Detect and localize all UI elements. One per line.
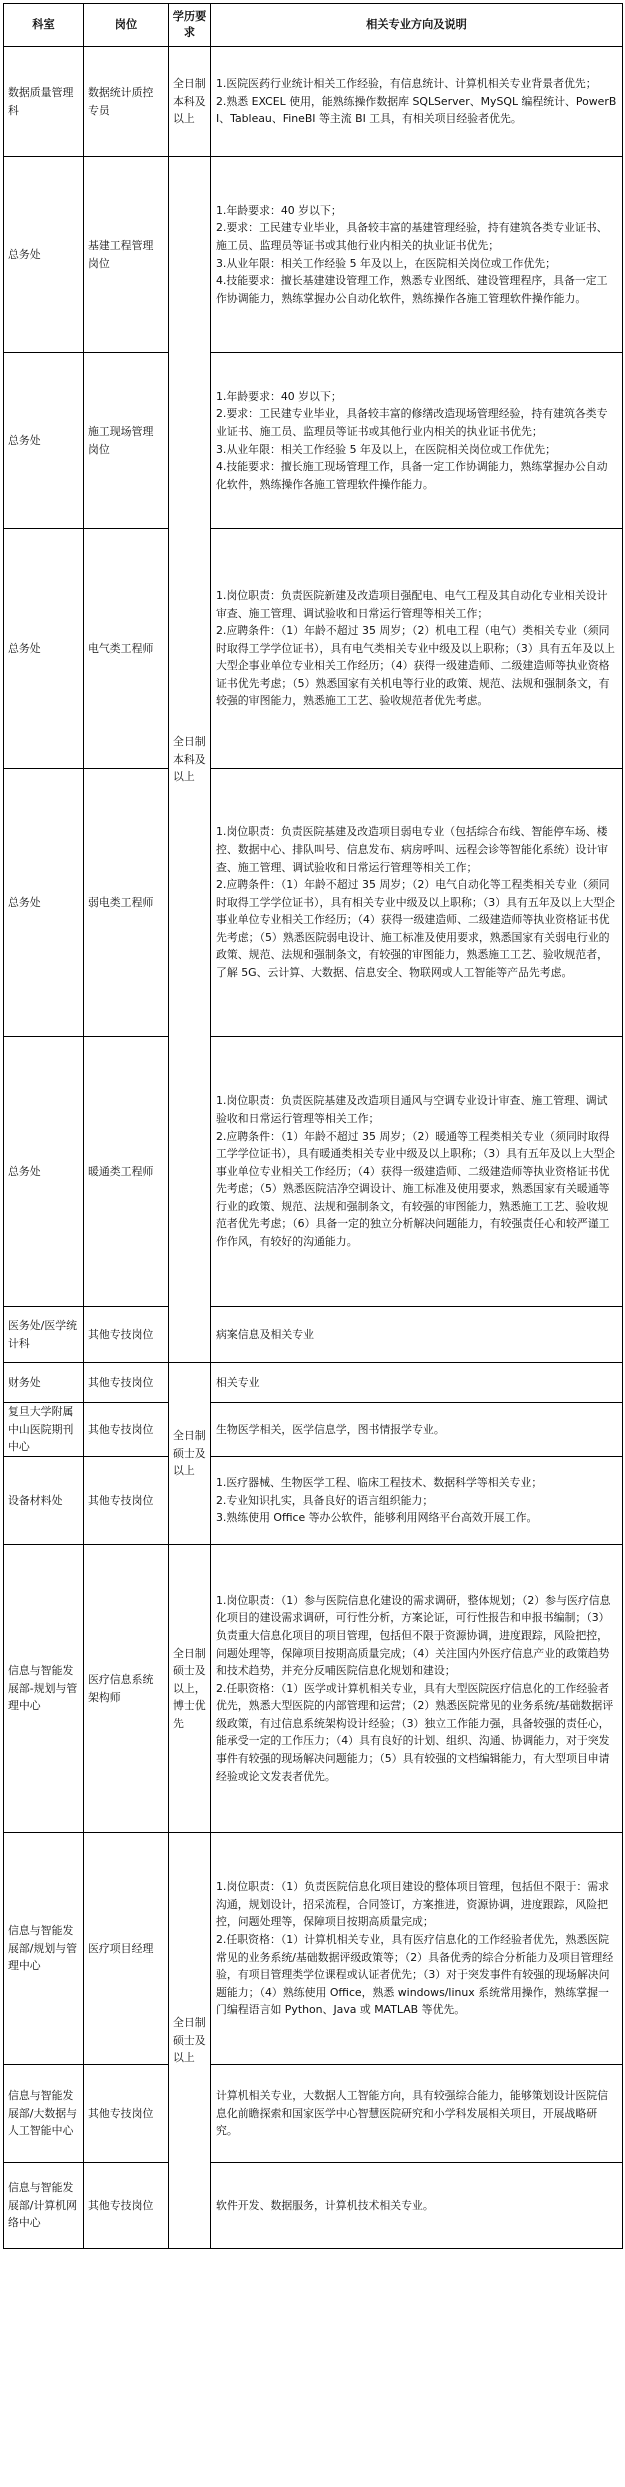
table-header-row [4,4,623,47]
edu-cell: 全日制本科及以上 [169,157,211,1363]
desc-cell [211,2163,623,2249]
desc-line: 1.年龄要求：40 岁以下； [216,203,342,217]
desc-line: 1.医疗器械、生物医学工程、临床工程技术、数据科学等相关专业； [216,1476,543,1490]
post-cell: 弱电类工程师 [84,769,169,1037]
desc-line: 1.岗位职责：负责医院基建及改造项目通风与空调专业设计审查、施工管理、调试验收和日常运行管理等相关工作； [216,1094,608,1125]
post-cell: 其他专技岗位 [84,2163,169,2249]
desc-line: 4.技能要求：擅长基建建设管理工作，熟悉专业图纸、建设管理程序，具备一定工作协调能力，熟练掌握办公自动化软件，熟练操作各施工管理软件操作能力。 [216,274,608,305]
table-row [4,47,623,157]
dept-cell: 总务处 [4,157,84,353]
table-row [4,1403,623,1457]
table-row [4,353,623,529]
desc-line: 计算机相关专业，大数据人工智能方向，具有较强综合能力，能够策划设计医院信息化前瞻探索和国家医学中心智慧医院研究和小学科发展相关项目，开展战略研究。 [216,2089,609,2138]
post-cell: 其他专技岗位 [84,1307,169,1363]
recruitment-table [3,3,623,2249]
desc-line: 2.应聘条件：（1）年龄不超过 35 周岁；（2）机电工程（电气）类相关专业（须同时取得工学学位证书），具有电气类相关专业中级及以上职称；（3）具有五年及以上大型企事业单位专业相关工作经历；（4）获得一级建造师、二级建造师等执业资格证书优先考虑；（5）熟悉国家有关机电等行业的政策、规范、法规和强制条文，有较强的审图能力，熟悉施工工艺、验收规范者优先考虑。 [216,624,615,708]
desc-cell [211,1545,623,1833]
table-row [4,1037,623,1307]
desc-line: 1.年龄要求：40 岁以下； [216,389,342,403]
desc-line: 2.专业知识扎实，具备良好的语言组织能力； [216,1493,434,1507]
edu-cell: 全日制硕士及以上，博士优先 [169,1545,211,1833]
table-row [4,2065,623,2163]
desc-line: 3.从业年限：相关工作经验 5 年及以上，在医院相关岗位或工作优先； [216,256,557,270]
table-row [4,1545,623,1833]
desc-line: 3.熟练使用 Office 等办公软件，能够利用网络平台高效开展工作。 [216,1511,538,1525]
desc-line: 1.岗位职责：负责医院新建及改造项目强配电、电气工程及其自动化专业相关设计审查、施工管理、调试验收和日常运行管理等相关工作； [216,588,608,620]
header-desc: 相关专业方向及说明 [211,4,623,47]
desc-line: 2.应聘条件：（1）年龄不超过 35 周岁；（2）电气自动化等工程类相关专业（须同时取得工学学位证书），具有相关专业中级及以上职称；（3）具有五年及以上大型企事业单位专业相关工作经历；（4）获得一级建造师、二级建造师等执业资格证书优先考虑；（5）熟悉医院弱电设计、施工标准及使用要求，熟悉国家有关弱电行业的政策、规范、法规和强制条文，有较强的审图能力，熟悉施工工艺、验收规范者，了解 5G、云计算、大数据、信息安全、物联网或人工智能等产品先考虑。 [216,878,615,980]
desc-line: 2.任职资格：（1）医学或计算机相关专业，具有大型医院医疗信息化的工作经验者优先，熟悉大型医院的内部管理和运营；（2）熟悉医院常见的业务系统/基础数据评级政策，有过信息系统架构设计经验；（3）独立工作能力强，具备较强的责任心，能承受一定的工作压力；（4）具有良好的计划、组织、沟通、协调能力，对于突发事件有较强的现场解决问题能力；（5）具有较强的文档编辑能力，有大型项目申请经验或论文发表者优先。 [216,1681,614,1783]
dept-cell: 信息与智能发展部/计算机网络中心 [4,2163,84,2249]
dept-cell: 数据质量管理科 [4,47,84,157]
desc-cell [211,1363,623,1403]
post-cell: 医疗信息系统架构师 [84,1545,169,1833]
desc-line: 病案信息及相关专业 [216,1327,315,1341]
desc-line: 相关专业 [216,1375,260,1389]
table-row [4,2163,623,2249]
desc-line: 1.岗位职责：（1）负责医院信息化项目建设的整体项目管理，包括但不限于：需求沟通，规划设计，招采流程，合同签订，方案推进，资源协调，进度跟踪，风险把控，问题处理等，保障项目按期高质量完成； [216,1880,610,1929]
post-cell: 其他专技岗位 [84,1457,169,1545]
desc-line: 2.应聘条件：（1）年龄不超过 35 周岁；（2）暖通等工程类相关专业（须同时取得工学学位证书），具有暖通类相关专业中级及以上职称；（3）具有五年及以上大型企事业单位专业相关工作经历；（4）获得一级建造师、二级建造师等执业资格证书优先考虑；（5）熟悉医院洁净空调设计、施工标准及使用要求，熟悉国家有关暖通等行业的政策、规范、法规和强制条文，有较强的审图能力，熟悉施工工艺、验收规范者优先考虑；（6）具备一定的独立分析解决问题能力，有较强责任心和较严谨工作作风，有较好的沟通能力。 [216,1129,615,1249]
post-cell: 其他专技岗位 [84,1363,169,1403]
desc-line: 1.岗位职责：负责医院基建及改造项目弱电专业（包括综合布线、智能停车场、楼控、数据中心、排队叫号、信息发布、病房呼叫、远程会诊等智能化系统）设计审查、施工管理、调试验收和日常运行管理等相关工作； [216,825,609,874]
dept-cell: 医务处/医学统计科 [4,1307,84,1363]
desc-line: 2.任职资格：（1）计算机相关专业，具有医疗信息化的工作经验者优先，熟悉医院常见的业务系统/基础数据评级政策等；（2）具备优秀的综合分析能力及项目管理经验，有项目管理类学位课程或认证者优先；（3）对于突发事件有较强的现场解决问题能力；（4）熟练使用 Office，熟悉 windows/linux 系统常用操作，熟练掌握一门编程语言如 Python、Java 或 MATLAB 等优先。 [216,1932,614,2017]
header-post: 岗位 [84,4,169,47]
desc-cell [211,47,623,157]
table-row [4,1363,623,1403]
desc-line: 生物医学相关，医学信息学，图书情报学专业。 [216,1422,445,1436]
desc-line: 4.技能要求：擅长施工现场管理工作，具备一定工作协调能力，熟练掌握办公自动化软件，熟练操作各施工管理软件操作能力。 [216,460,608,491]
post-cell: 施工现场管理岗位 [84,353,169,529]
post-cell: 其他专技岗位 [84,2065,169,2163]
dept-cell: 财务处 [4,1363,84,1403]
table-body [4,47,623,2249]
desc-cell [211,1037,623,1307]
desc-cell [211,353,623,529]
desc-cell [211,1403,623,1457]
header-dept: 科室 [4,4,84,47]
desc-cell [211,769,623,1037]
table-row [4,157,623,353]
desc-cell [211,1307,623,1363]
edu-cell: 全日制硕士及以上 [169,1833,211,2249]
desc-line: 2.要求：工民建专业毕业，具备较丰富的基建管理经验，持有建筑各类专业证书、施工员、监理员等证书或其他行业内相关的执业证书优先； [216,221,608,252]
desc-cell [211,1833,623,2065]
desc-line: 1.医院医药行业统计相关工作经验，有信息统计、计算机相关专业背景者优先； [216,77,597,91]
dept-cell: 信息与智能发展部-规划与管理中心 [4,1545,84,1833]
desc-line: 2.要求：工民建专业毕业，具备较丰富的修缮改造现场管理经验，持有建筑各类专业证书、施工员、监理员等证书或其他行业内相关的执业证书优先； [216,407,608,438]
post-cell: 暖通类工程师 [84,1037,169,1307]
post-cell: 其他专技岗位 [84,1403,169,1457]
dept-cell: 总务处 [4,529,84,769]
dept-cell: 信息与智能发展部/规划与管理中心 [4,1833,84,2065]
table-row [4,1457,623,1545]
post-cell: 数据统计质控专员 [84,47,169,157]
dept-cell: 复旦大学附属中山医院期刊中心 [4,1403,84,1457]
desc-cell [211,1457,623,1545]
header-edu: 学历要求 [169,4,211,47]
dept-cell: 设备材料处 [4,1457,84,1545]
dept-cell: 总务处 [4,1037,84,1307]
desc-cell [211,529,623,769]
table-row [4,769,623,1037]
edu-cell: 全日制本科及以上 [169,47,211,157]
table-row [4,529,623,769]
dept-cell: 总务处 [4,353,84,529]
desc-line: 1.岗位职责：（1）参与医院信息化建设的需求调研，整体规划；（2）参与医疗信息化项目的建设需求调研，可行性分析，方案论证，可行性报告和申报书编制；（3）负责重大信息化项目的项目管理，包括但不限于资源协调，进度跟踪，风险把控，问题处理等，保障项目按期高质量完成；（4）关注国内外医疗信息产业的政策趋势和技术趋势，并充分反哺医院信息化规划和建设； [216,1593,611,1678]
desc-line: 软件开发、数据服务，计算机技术相关专业。 [216,2198,434,2212]
desc-cell [211,157,623,353]
table-row [4,1833,623,2065]
table-row [4,1307,623,1363]
post-cell: 电气类工程师 [84,529,169,769]
desc-cell [211,2065,623,2163]
dept-cell: 信息与智能发展部/大数据与人工智能中心 [4,2065,84,2163]
desc-line: 3.从业年限：相关工作经验 5 年及以上，在医院相关岗位或工作优先； [216,442,557,456]
edu-cell: 全日制硕士及以上 [169,1363,211,1545]
dept-cell: 总务处 [4,769,84,1037]
post-cell: 基建工程管理岗位 [84,157,169,353]
desc-line: 2.熟悉 EXCEL 使用，能熟练操作数据库 SQLServer、MySQL 编程统计、PowerBI、Tableau、FineBI 等主流 BI 工具，有相关项目经验者优先。 [216,94,617,126]
post-cell: 医疗项目经理 [84,1833,169,2065]
